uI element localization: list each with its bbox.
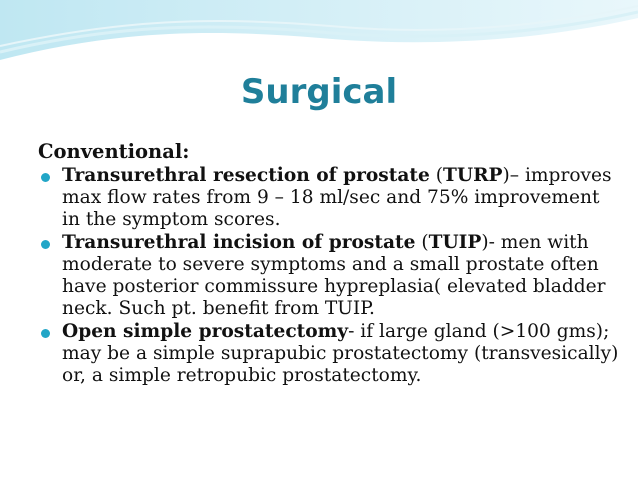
bullet-text: )– improves max flow rates from 9 – 18 ml/sec and 75% improvement in the symptom scores. — [62, 165, 612, 230]
bullet-dot-icon — [41, 173, 50, 182]
bullet-text: )- men with moderate to severe symptoms and a small prostate often have posterior commissure hypreplasia( elevated bladder neck. Such pt. benefit from TUIP. — [62, 232, 606, 319]
bullet-text: - if large gland (>100 gms); may be a simple suprapubic prostatectomy (transvesically) or, a simple retropubic prostatectomy. — [62, 321, 619, 386]
bullet-text: ( — [429, 165, 444, 186]
bullet-abbrev: TURP — [443, 165, 503, 186]
slide-title: Surgical — [240, 72, 398, 112]
bullet-text: ( — [415, 232, 429, 253]
bullet-item-tuip — [38, 232, 623, 320]
bullet-dot-icon — [41, 329, 50, 338]
slide-body — [38, 140, 623, 387]
bullet-bold-text: Transurethral resection of prostate — [62, 165, 430, 186]
bullet-dot-icon — [41, 240, 50, 249]
header-wave-decoration — [0, 0, 638, 80]
bullet-item-turp — [38, 165, 623, 231]
bullet-bold-text: Open simple prostatectomy — [62, 321, 349, 342]
bullet-abbrev: TUIP — [428, 232, 482, 253]
bullet-bold-text: Transurethral incision of prostate — [62, 232, 416, 253]
section-subheading: Conventional: — [38, 140, 190, 163]
bullet-item-open-prostatectomy — [38, 321, 623, 387]
